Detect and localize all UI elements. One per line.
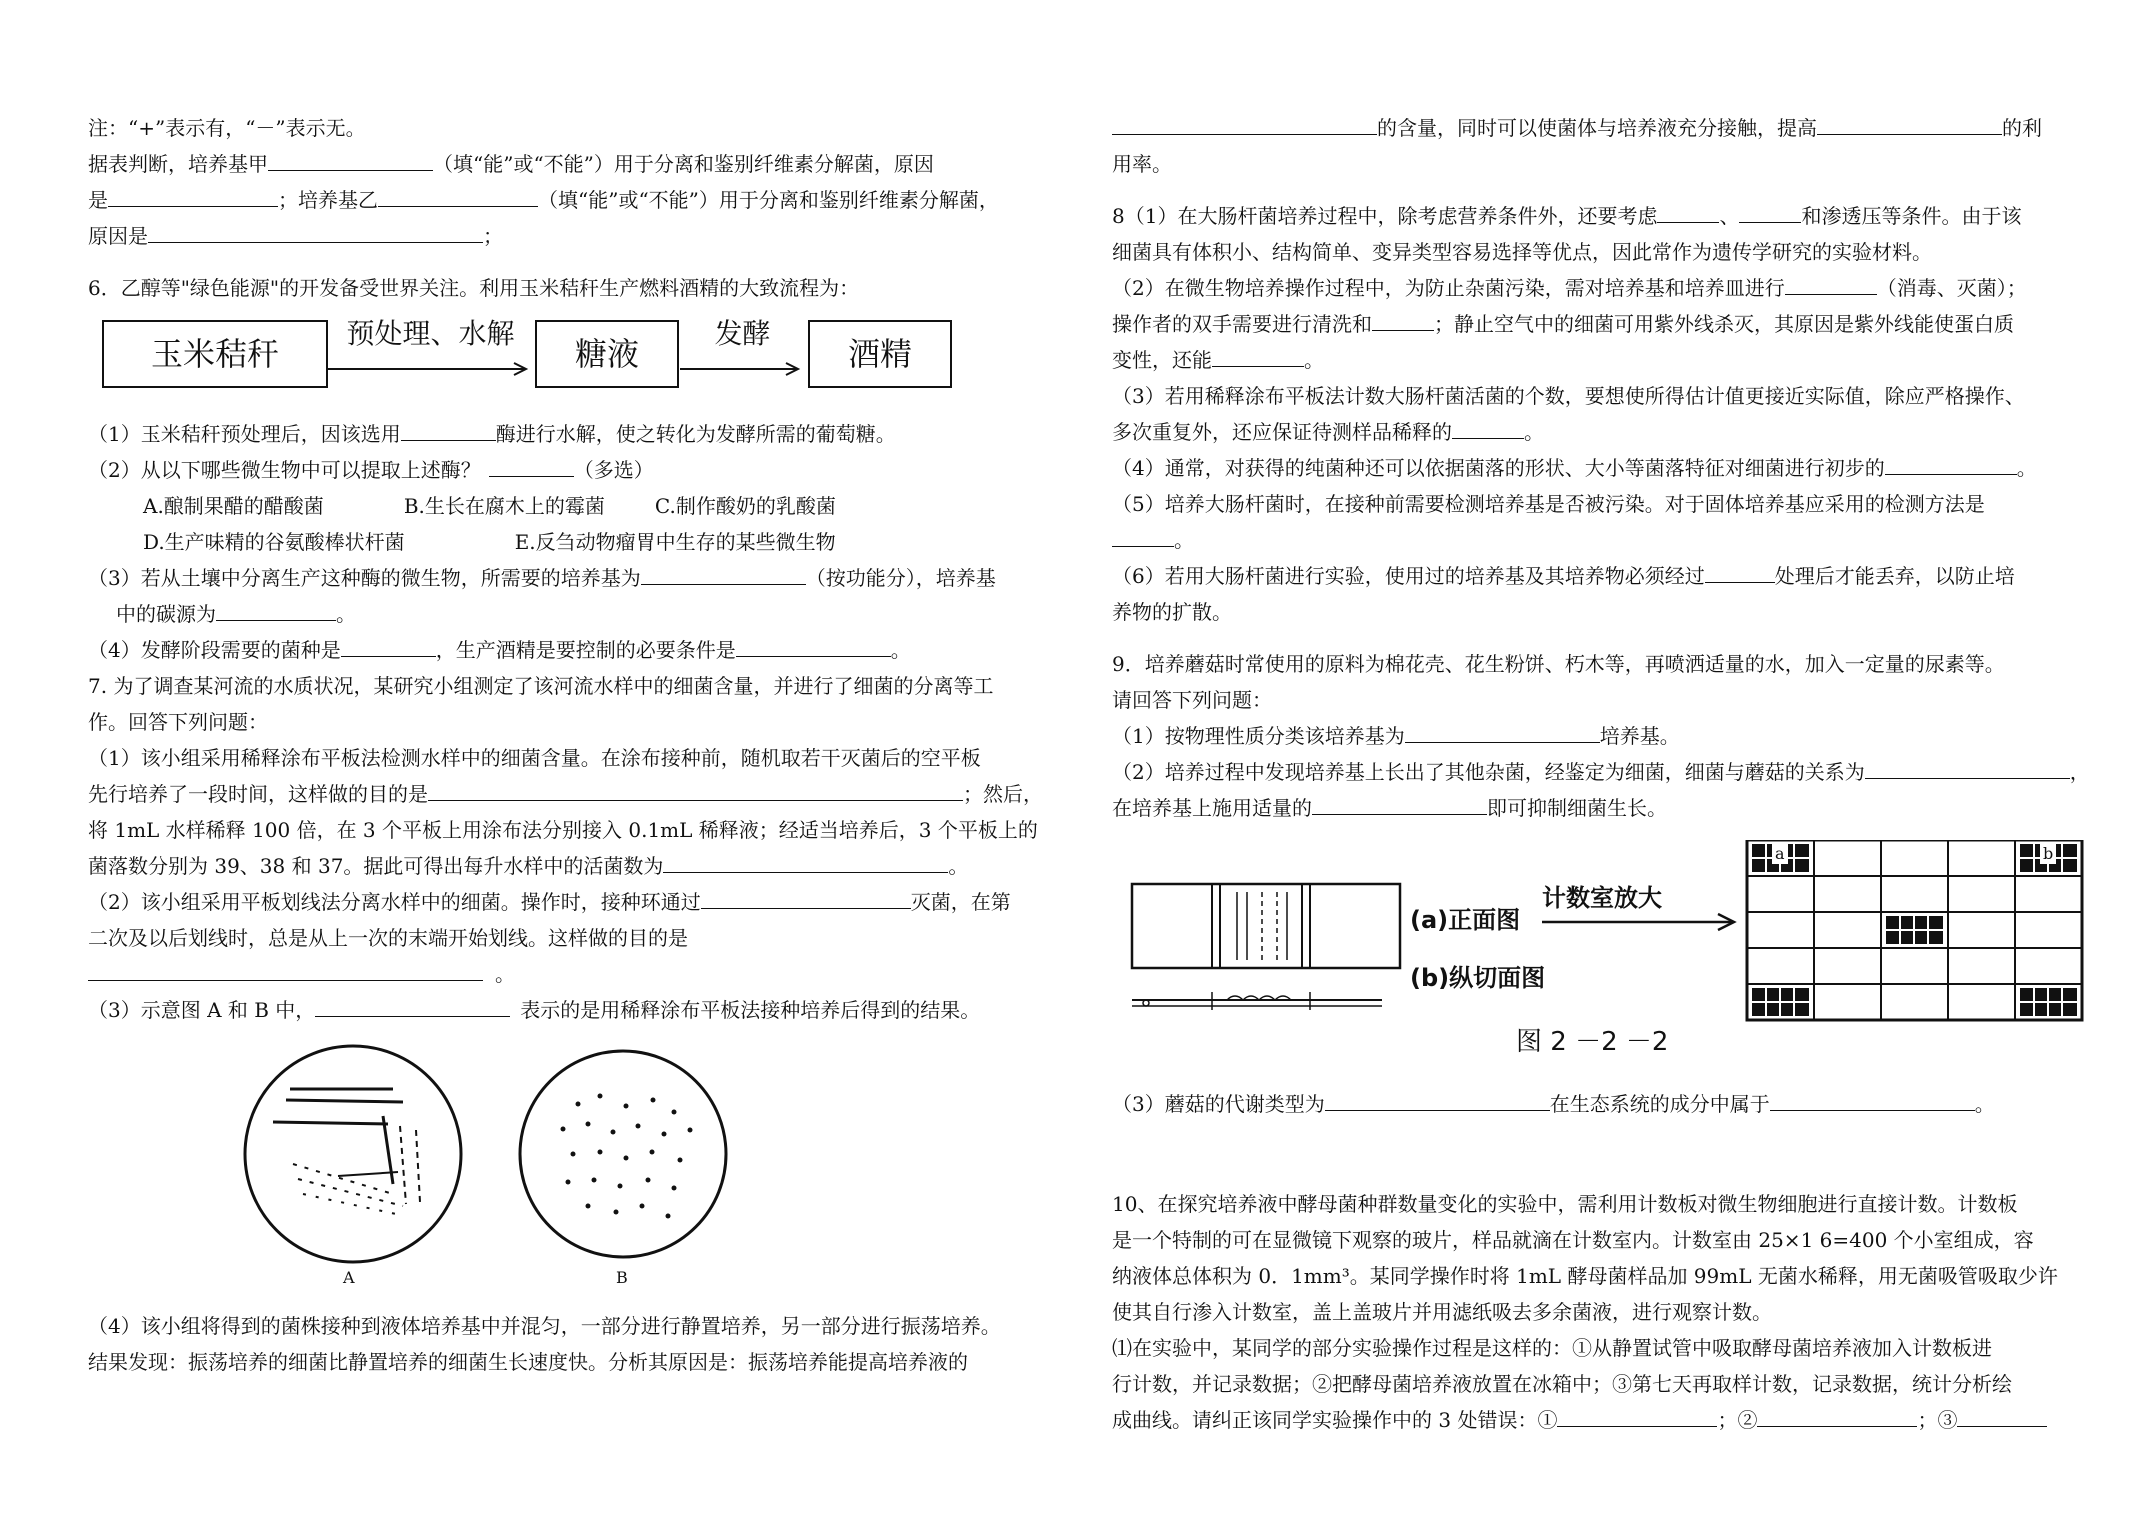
- option-c: C.制作酸奶的乳酸菌: [654, 494, 836, 518]
- q7-2-line-1: （2）该小组采用平板划线法分离水样中的细菌。操作时，接种环通过 灭菌，在第: [88, 884, 1078, 920]
- flow-arrow-fermentation: 发酵: [680, 316, 805, 388]
- q7-4-line-1: （4）该小组将得到的菌株接种到液体培养基中并混匀，一部分进行静置培养，另一部分进行振荡培养。: [88, 1314, 1001, 1338]
- q8-line-8: （4）通常，对获得的纯菌种还可以依据菌落的形状、大小等菌落特征对细菌进行初步的 。: [1112, 450, 2112, 486]
- answer-blank[interactable]: [216, 598, 336, 621]
- flow-diagram: [88, 312, 1078, 412]
- q8-line-3: （2）在微生物培养操作过程中，为防止杂菌污染，需对培养基和培养皿进行 （消毒、灭菌）；: [1112, 270, 2112, 306]
- q10-line-5: ⑴在实验中，某同学的部分实验操作过程是这样的：①从静置试管中吸取酵母菌培养液加入计数板进: [1112, 1336, 1992, 1360]
- petri-dish-figure: [88, 1028, 1078, 1308]
- answer-blank[interactable]: [1785, 272, 1877, 295]
- q10-line-4: 使其自行渗入计数室，盖上盖玻片并用滤纸吸去多余菌液，进行观察计数。: [1112, 1300, 1772, 1324]
- option-d: D.生产味精的谷氨酸棒状杆菌: [143, 530, 405, 554]
- q9-line-4: （2）培养过程中发现培养基上长出了其他杂菌，经鉴定为细菌，细菌与蘑菇的关系为 ，: [1112, 754, 2112, 790]
- q10-line-7: 成曲线。请纠正该同学实验操作中的 3 处错误：① ；② ；③: [1112, 1402, 2112, 1438]
- enlarge-arrow: [1542, 914, 1734, 930]
- answer-blank[interactable]: [268, 148, 433, 171]
- answer-blank[interactable]: [1325, 1088, 1550, 1111]
- counting-chamber-figure: [1112, 840, 2112, 1080]
- answer-blank[interactable]: [641, 562, 806, 585]
- answer-blank[interactable]: [1865, 756, 2070, 779]
- q7-2-line-3: 。: [88, 956, 1078, 992]
- answer-blank[interactable]: [1212, 344, 1304, 367]
- dish-b-spread-plate: [520, 1051, 726, 1257]
- answer-blank[interactable]: [1112, 112, 1377, 135]
- answer-blank[interactable]: [1885, 452, 2017, 475]
- q7-4-line-2: 结果发现：振荡培养的细菌比静置培养的细菌生长速度快。分析其原因是：振荡培养能提高培养液的: [88, 1350, 968, 1374]
- cell-label-a: a: [1772, 844, 1788, 864]
- cell-label-b: b: [2040, 844, 2056, 864]
- front-view-label: (a)正面图: [1410, 906, 1521, 934]
- answer-blank[interactable]: [1112, 524, 1174, 547]
- q6-3: （3）若从土壤中分离生产这种酶的微生物，所需要的培养基为 （按功能分），培养基: [88, 560, 1078, 596]
- q9-line-6: （3）蘑菇的代谢类型为 在生态系统的成分中属于 。: [1112, 1086, 2112, 1122]
- flow-box-alcohol: 酒精: [808, 320, 952, 388]
- q5-line-1: 据表判断，培养基甲 （填“能”或“不能”）用于分离和鉴别纤维素分解菌，原因: [88, 146, 1078, 182]
- answer-blank[interactable]: [1770, 1088, 1975, 1111]
- dish-a-streak-plate: [245, 1046, 461, 1262]
- q6-3-cont: 中的碳源为 。: [88, 596, 1078, 632]
- answer-blank[interactable]: [88, 958, 483, 981]
- q10-line-1: 10、在探究培养液中酵母菌种群数量变化的实验中，需利用计数板对微生物细胞进行直接计数。计数板: [1112, 1192, 2018, 1216]
- q10-line-3: 纳液体总体积为 0．1mm³。某同学操作时将 1mL 酵母菌样品加 99mL 无菌水稀释，用无菌吸管吸取少许: [1112, 1264, 2058, 1288]
- q7-title-1: 7. 为了调查某河流的水质状况，某研究小组测定了该河流水样中的细菌含量，并进行了细菌的分离等工: [88, 674, 994, 698]
- q5-line-3: 原因是 ；: [88, 218, 1078, 254]
- answer-blank[interactable]: [1312, 792, 1487, 815]
- q6-4: （4）发酵阶段需要的菌种是 ，生产酒精是要控制的必要条件是 。: [88, 632, 1078, 668]
- slide-section-view: [1132, 992, 1382, 1010]
- answer-blank[interactable]: [489, 454, 574, 477]
- note-line: 注：“+”表示有，“－”表示无。: [88, 116, 366, 140]
- dish-b-label: B: [616, 1268, 628, 1287]
- dish-a-label: A: [343, 1268, 355, 1287]
- answer-blank[interactable]: [428, 778, 963, 801]
- section-view-label: (b)纵切面图: [1410, 964, 1546, 992]
- arrow-right-icon: [328, 359, 533, 379]
- slide-front-view: [1132, 884, 1400, 968]
- q7-title-2: 作。回答下列问题：: [88, 710, 268, 734]
- answer-blank[interactable]: [148, 220, 483, 243]
- q5-line-2: 是 ；培养基乙 （填“能”或“不能”）用于分离和鉴别纤维素分解菌，: [88, 182, 1078, 218]
- counting-chamber-svg: [1112, 840, 2112, 1050]
- q7-4-end: 用率。: [1112, 152, 1172, 176]
- right-column: [1112, 110, 2112, 1438]
- enlarge-label: 计数室放大: [1542, 884, 1662, 912]
- q8-line-12: 养物的扩散。: [1112, 600, 1232, 624]
- answer-blank[interactable]: [1957, 1404, 2047, 1427]
- q7-1-line-3: 将 1mL 水样稀释 100 倍，在 3 个平板上用涂布法分别接入 0.1mL 稀释液；经适当培养后，3 个平板上的: [88, 818, 1038, 842]
- q8-line-10: 。: [1112, 522, 2112, 558]
- q8-line-6: （3）若用稀释涂布平板法计数大肠杆菌活菌的个数，要想使所得估计值更接近实际值，除应严格操作、: [1112, 384, 2025, 408]
- q7-1-line-1: （1）该小组采用稀释涂布平板法检测水样中的细菌含量。在涂布接种前，随机取若干灭菌后的空平板: [88, 746, 981, 770]
- q7-1-line-4: 菌落数分别为 39、38 和 37。据此可得出每升水样中的活菌数为 。: [88, 848, 1078, 884]
- answer-blank[interactable]: [701, 886, 911, 909]
- answer-blank[interactable]: [1557, 1404, 1717, 1427]
- answer-blank[interactable]: [663, 850, 948, 873]
- q8-line-1: 8（1）在大肠杆菌培养过程中，除考虑营养条件外，还要考虑 、 和渗透压等条件。由于该: [1112, 198, 2112, 234]
- q9-line-5: 在培养基上施用适量的 即可抑制细菌生长。: [1112, 790, 2112, 826]
- answer-blank[interactable]: [1657, 200, 1719, 223]
- answer-blank[interactable]: [1452, 416, 1524, 439]
- answer-blank[interactable]: [1372, 308, 1434, 331]
- answer-blank[interactable]: [1705, 560, 1775, 583]
- answer-blank[interactable]: [1757, 1404, 1917, 1427]
- answer-blank[interactable]: [378, 184, 538, 207]
- q6-options-row-2: [88, 524, 1078, 560]
- q8-line-7: 多次重复外，还应保证待测样品稀释的 。: [1112, 414, 2112, 450]
- answer-blank[interactable]: [108, 184, 278, 207]
- q9-line-2: 请回答下列问题：: [1112, 688, 1272, 712]
- q8-line-5: 变性，还能 。: [1112, 342, 2112, 378]
- q8-line-4: 操作者的双手需要进行清洗和 ；静止空气中的细菌可用紫外线杀灭，其原因是紫外线能使蛋白质: [1112, 306, 2112, 342]
- q6-2: （2）从以下哪些微生物中可以提取上述酶？ （多选）: [88, 452, 1078, 488]
- answer-blank[interactable]: [1817, 112, 2002, 135]
- q10-line-6: 行计数，并记录数据；②把酵母菌培养液放置在冰箱中；③第七天再取样计数，记录数据，统计分析绘: [1112, 1372, 2012, 1396]
- flow-arrow-hydrolysis: 预处理、水解: [328, 316, 533, 388]
- q8-line-9: （5）培养大肠杆菌时，在接种前需要检测培养基是否被污染。对于固体培养基应采用的检测方法是: [1112, 492, 1985, 516]
- flow-box-straw: 玉米秸秆: [102, 320, 328, 388]
- left-column: [88, 110, 1078, 1380]
- q10-line-2: 是一个特制的可在显微镜下观察的玻片，样品就滴在计数室内。计数室由 25×1 6=400 个小室组成，容: [1112, 1228, 2034, 1252]
- answer-blank[interactable]: [1739, 200, 1801, 223]
- q9-line-1: 9．培养蘑菇时常使用的原料为棉花壳、花生粉饼、朽木等，再喷洒适量的水，加入一定量的尿素等。: [1112, 652, 2005, 676]
- q9-line-3: （1）按物理性质分类该培养基为 培养基。: [1112, 718, 2112, 754]
- q7-2-line-2: 二次及以后划线时，总是从上一次的末端开始划线。这样做的目的是: [88, 926, 688, 950]
- q6-title: 6．乙醇等"绿色能源"的开发备受世界关注。利用玉米秸秆生产燃料酒精的大致流程为：: [88, 276, 860, 300]
- option-e: E.反刍动物瘤胃中生存的某些微生物: [514, 530, 836, 554]
- answer-blank[interactable]: [736, 634, 891, 657]
- q8-line-2: 细菌具有体积小、结构简单、变异类型容易选择等优点，因此常作为遗传学研究的实验材料。: [1112, 240, 1932, 264]
- option-a: A.酿制果醋的醋酸菌: [143, 494, 324, 518]
- arrow-right-icon: [680, 359, 805, 379]
- answer-blank[interactable]: [1405, 720, 1600, 743]
- q7-4-cont: 的含量，同时可以使菌体与培养液充分接触，提高 的利: [1112, 110, 2112, 146]
- petri-dishes-svg: [228, 1034, 828, 1314]
- option-b: B.生长在腐木上的霉菌: [403, 494, 605, 518]
- q7-3: （3）示意图 A 和 B 中， 表示的是用稀释涂布平板法接种培养后得到的结果。: [88, 992, 1078, 1028]
- answer-blank[interactable]: [341, 634, 436, 657]
- answer-blank[interactable]: [401, 418, 496, 441]
- q7-1-line-2: 先行培养了一段时间，这样做的目的是 ；然后，: [88, 776, 1078, 812]
- counting-grid: [1747, 840, 2082, 1020]
- flow-box-sugar: 糖液: [535, 320, 679, 388]
- answer-blank[interactable]: [315, 994, 510, 1017]
- figure-caption: 图 2 －2 －2: [1516, 1027, 1669, 1057]
- q8-line-11: （6）若用大肠杆菌进行实验，使用过的培养基及其培养物必须经过 处理后才能丢弃，以防止培: [1112, 558, 2112, 594]
- q6-1: （1）玉米秸秆预处理后，因该选用 酶进行水解，使之转化为发酵所需的葡萄糖。: [88, 416, 1078, 452]
- q6-options-row-1: [88, 488, 1078, 524]
